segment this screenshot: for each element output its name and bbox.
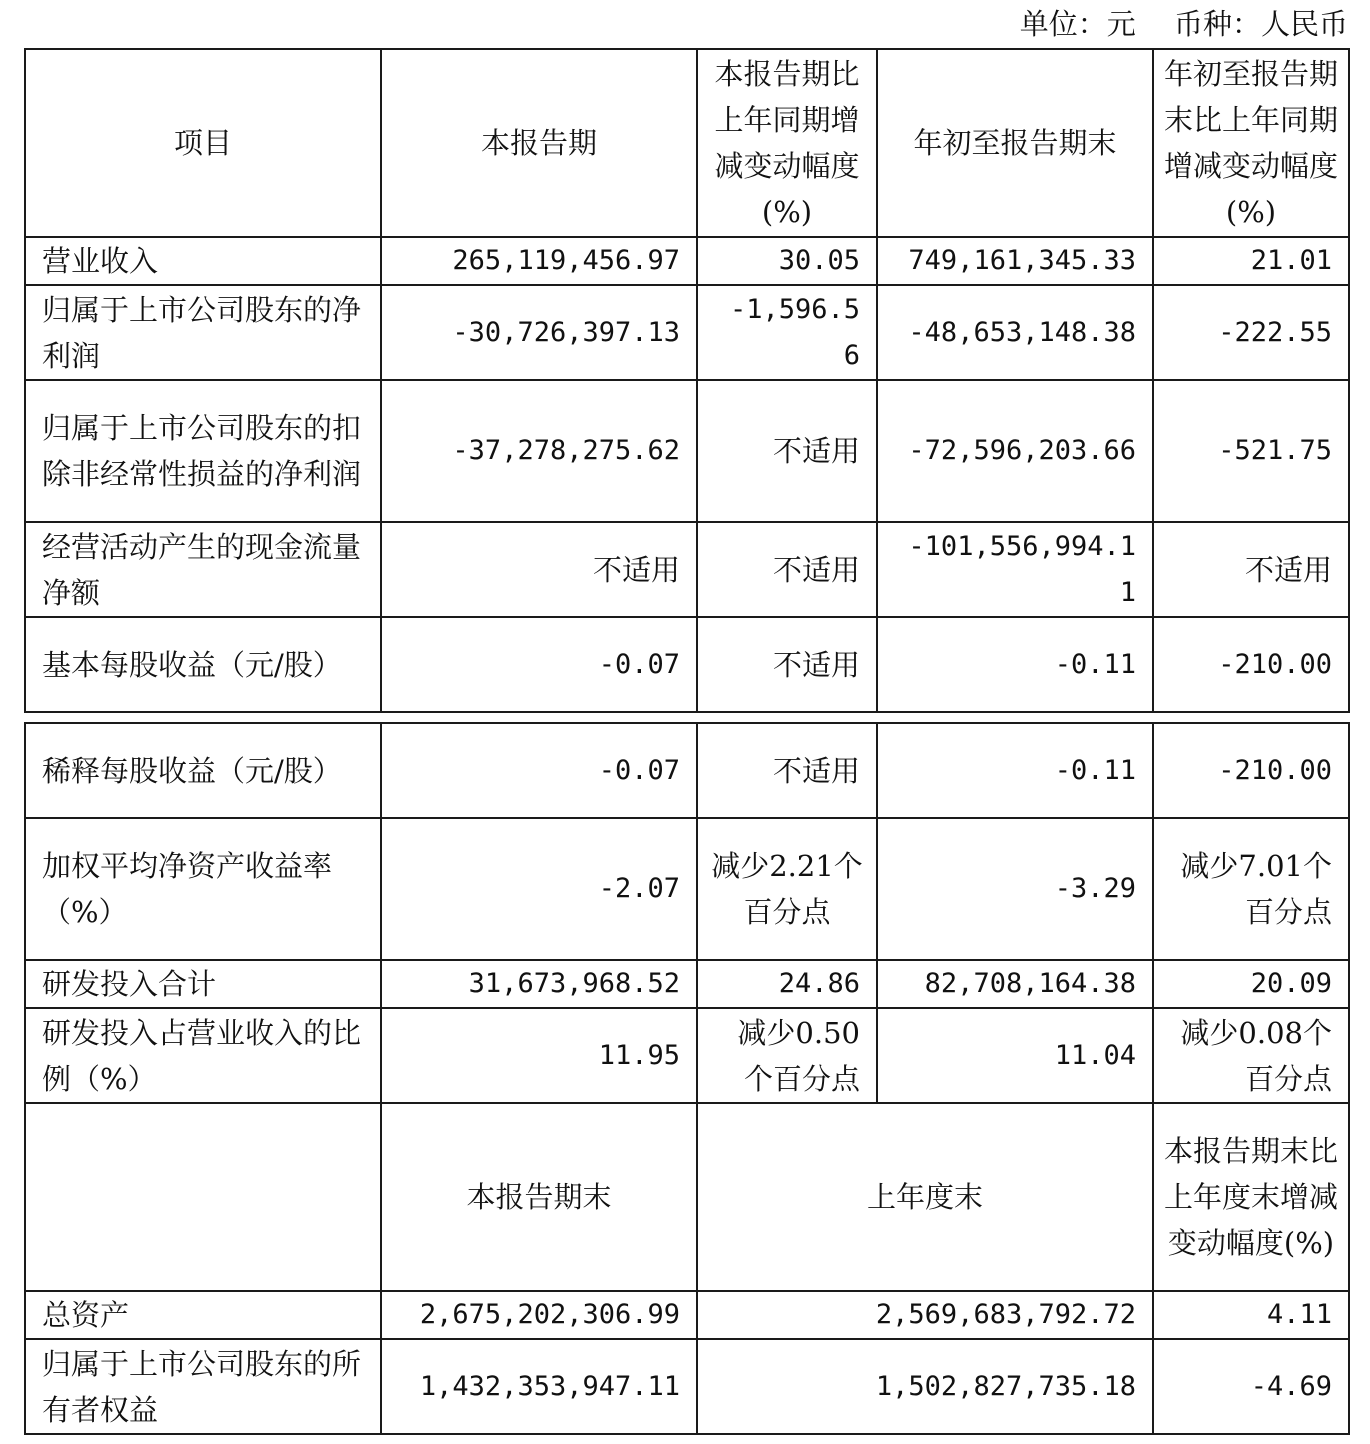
row-label: 归属于上市公司股东的扣除非经常性损益的净利润 <box>25 380 381 522</box>
table-row <box>25 522 1349 617</box>
cell-current-change: 不适用 <box>697 617 877 712</box>
cell-prior-year-end: 2,569,683,792.72 <box>697 1291 1153 1339</box>
table-row <box>25 1291 1349 1339</box>
header-current-change: 本报告期比上年同期增减变动幅度(%) <box>697 49 877 237</box>
cell-current: -0.07 <box>381 617 697 712</box>
cell-ytd: -48,653,148.38 <box>877 285 1153 380</box>
table-row <box>25 960 1349 1008</box>
row-label: 研发投入占营业收入的比例（%） <box>25 1008 381 1103</box>
row-label: 经营活动产生的现金流量净额 <box>25 522 381 617</box>
cell-current-change: 减少0.50个百分点 <box>697 1008 877 1103</box>
cell-ytd-change: 21.01 <box>1153 237 1349 285</box>
header-current: 本报告期 <box>381 49 697 237</box>
row-label: 研发投入合计 <box>25 960 381 1008</box>
cell-ytd-change: 减少0.08个百分点 <box>1153 1008 1349 1103</box>
table-row <box>25 617 1349 712</box>
cell-current: -2.07 <box>381 818 697 960</box>
balance-header-prior-year-end: 上年度末 <box>697 1103 1153 1291</box>
cell-period-end: 1,432,353,947.11 <box>381 1339 697 1434</box>
cell-current-change: 不适用 <box>697 522 877 617</box>
cell-change: 4.11 <box>1153 1291 1349 1339</box>
cell-prior-year-end: 1,502,827,735.18 <box>697 1339 1153 1434</box>
cell-ytd: -72,596,203.66 <box>877 380 1153 522</box>
table-header-row <box>25 49 1349 237</box>
table-row <box>25 723 1349 818</box>
cell-ytd-change: -210.00 <box>1153 723 1349 818</box>
header-ytd-change: 年初至报告期末比上年同期增减变动幅度(%) <box>1153 49 1349 237</box>
cell-current-change: 不适用 <box>697 723 877 818</box>
financial-table-bottom <box>24 722 1350 1435</box>
cell-ytd: -0.11 <box>877 617 1153 712</box>
cell-ytd: -0.11 <box>877 723 1153 818</box>
balance-header-item <box>25 1103 381 1291</box>
header-ytd: 年初至报告期末 <box>877 49 1153 237</box>
cell-ytd-change: 减少7.01个百分点 <box>1153 818 1349 960</box>
cell-current-change: 30.05 <box>697 237 877 285</box>
financial-table-top <box>24 48 1350 713</box>
row-label: 归属于上市公司股东的净利润 <box>25 285 381 380</box>
cell-ytd: -101,556,994.11 <box>877 522 1153 617</box>
header-item: 项目 <box>25 49 381 237</box>
cell-current: 不适用 <box>381 522 697 617</box>
cell-ytd-change: 20.09 <box>1153 960 1349 1008</box>
cell-current: -37,278,275.62 <box>381 380 697 522</box>
cell-current: 11.95 <box>381 1008 697 1103</box>
row-label: 稀释每股收益（元/股） <box>25 723 381 818</box>
cell-ytd: -3.29 <box>877 818 1153 960</box>
cell-current: -30,726,397.13 <box>381 285 697 380</box>
cell-change: -4.69 <box>1153 1339 1349 1434</box>
balance-header-period-end: 本报告期末 <box>381 1103 697 1291</box>
balance-header-change: 本报告期末比上年度末增减变动幅度(%) <box>1153 1103 1349 1291</box>
cell-ytd: 749,161,345.33 <box>877 237 1153 285</box>
table-row <box>25 237 1349 285</box>
cell-current-change: 不适用 <box>697 380 877 522</box>
balance-header-row <box>25 1103 1349 1291</box>
cell-ytd-change: -222.55 <box>1153 285 1349 380</box>
unit-currency-note: 单位：元 币种：人民币 <box>1019 7 1348 41</box>
cell-current: 265,119,456.97 <box>381 237 697 285</box>
cell-ytd-change: 不适用 <box>1153 522 1349 617</box>
cell-current-change: 24.86 <box>697 960 877 1008</box>
cell-ytd: 82,708,164.38 <box>877 960 1153 1008</box>
cell-ytd: 11.04 <box>877 1008 1153 1103</box>
cell-current-change: -1,596.56 <box>697 285 877 380</box>
row-label: 营业收入 <box>25 237 381 285</box>
cell-ytd-change: -521.75 <box>1153 380 1349 522</box>
cell-current-change: 减少2.21个百分点 <box>697 818 877 960</box>
table-row <box>25 1339 1349 1434</box>
table-row <box>25 1008 1349 1103</box>
cell-ytd-change: -210.00 <box>1153 617 1349 712</box>
row-label: 总资产 <box>25 1291 381 1339</box>
row-label: 归属于上市公司股东的所有者权益 <box>25 1339 381 1434</box>
cell-current: 31,673,968.52 <box>381 960 697 1008</box>
cell-period-end: 2,675,202,306.99 <box>381 1291 697 1339</box>
cell-current: -0.07 <box>381 723 697 818</box>
table-row <box>25 818 1349 960</box>
row-label: 基本每股收益（元/股） <box>25 617 381 712</box>
table-row <box>25 380 1349 522</box>
row-label: 加权平均净资产收益率（%） <box>25 818 381 960</box>
table-row <box>25 285 1349 380</box>
